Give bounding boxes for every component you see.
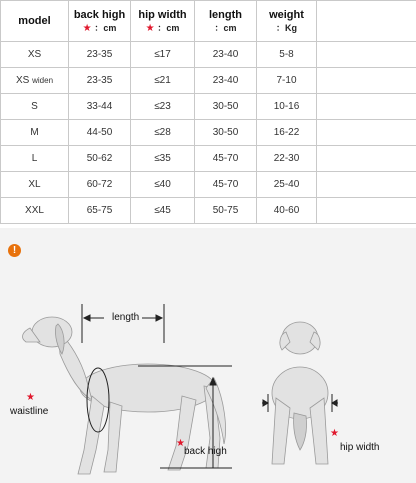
size-label: XS [27, 49, 42, 60]
hip-width-cell: ≤23 [131, 94, 195, 120]
length-arrow [82, 304, 164, 343]
table-body [1, 42, 416, 224]
weight-cell: 7-10 [257, 68, 317, 94]
hip-width-cell: ≤17 [131, 42, 195, 68]
back-high-cell: 23-35 [69, 68, 131, 94]
weight-cell: 16-22 [257, 120, 317, 146]
star-icon: ★ [82, 22, 92, 34]
length-cell: 45-70 [195, 146, 257, 172]
back-high-cell: 44-50 [69, 120, 131, 146]
size-cell [1, 42, 69, 68]
size-cell [1, 68, 69, 94]
table-row [1, 94, 416, 120]
size-cell [1, 94, 69, 120]
length-label: length [112, 312, 140, 323]
table-row [1, 42, 416, 68]
exclamation-icon: ! [8, 244, 21, 257]
size-label: XXL [25, 205, 44, 216]
waistline-label: waistline [10, 406, 49, 417]
header-empty [317, 1, 416, 42]
empty-cell [317, 94, 416, 120]
size-cell [1, 146, 69, 172]
weight-cell: 40-60 [257, 198, 317, 224]
weight-cell: 25-40 [257, 172, 317, 198]
length-cell: 23-40 [195, 42, 257, 68]
length-cell: 45-70 [195, 172, 257, 198]
back-high-cell: 23-35 [69, 42, 131, 68]
size-label: S [31, 101, 38, 112]
length-cell: 30-50 [195, 94, 257, 120]
header-weight: weight ：Kg [257, 1, 317, 42]
length-cell: 23-40 [195, 68, 257, 94]
table-row [1, 198, 416, 224]
weight-cell: 22-30 [257, 146, 317, 172]
star-icon: ★ [26, 392, 35, 403]
weight-cell: 10-16 [257, 94, 317, 120]
size-cell [1, 172, 69, 198]
dog-rear-view [272, 322, 328, 464]
table-header-row [1, 1, 416, 42]
size-label: XS [15, 75, 30, 86]
hip-width-cell: ≤35 [131, 146, 195, 172]
back-high-cell: 33-44 [69, 94, 131, 120]
size-cell [1, 120, 69, 146]
empty-cell [317, 42, 416, 68]
measurement-illustration [0, 228, 416, 483]
length-cell: 50-75 [195, 198, 257, 224]
hip-width-cell: ≤28 [131, 120, 195, 146]
table-row [1, 68, 416, 94]
header-back-high: back high ★ ：cm [69, 1, 131, 42]
size-label: L [31, 153, 38, 164]
header-length: length ：cm [195, 1, 257, 42]
table-row [1, 120, 416, 146]
size-label: M [30, 127, 39, 138]
star-icon: ★ [330, 428, 339, 439]
back-high-cell: 60-72 [69, 172, 131, 198]
hip-width-cell: ≤21 [131, 68, 195, 94]
empty-cell [317, 198, 416, 224]
back-high-cell: 65-75 [69, 198, 131, 224]
hip-width-cell: ≤45 [131, 198, 195, 224]
star-icon: ★ [145, 22, 155, 34]
star-icon: ★ [176, 438, 185, 449]
back-high-cell: 50-62 [69, 146, 131, 172]
header-hip-width: hip width ★ ：cm [131, 1, 195, 42]
weight-cell: 5-8 [257, 42, 317, 68]
back-high-label: back high [184, 446, 227, 457]
size-chart-table [0, 0, 416, 224]
empty-cell [317, 172, 416, 198]
empty-cell [317, 68, 416, 94]
hip-width-cell: ≤40 [131, 172, 195, 198]
header-model: model [1, 1, 69, 42]
size-suffix: widen [32, 76, 54, 85]
empty-cell [317, 120, 416, 146]
length-cell: 30-50 [195, 120, 257, 146]
table-row [1, 172, 416, 198]
hip-width-label: hip width [340, 442, 380, 453]
empty-cell [317, 146, 416, 172]
table-row [1, 146, 416, 172]
size-label: XL [28, 179, 41, 190]
size-cell [1, 198, 69, 224]
